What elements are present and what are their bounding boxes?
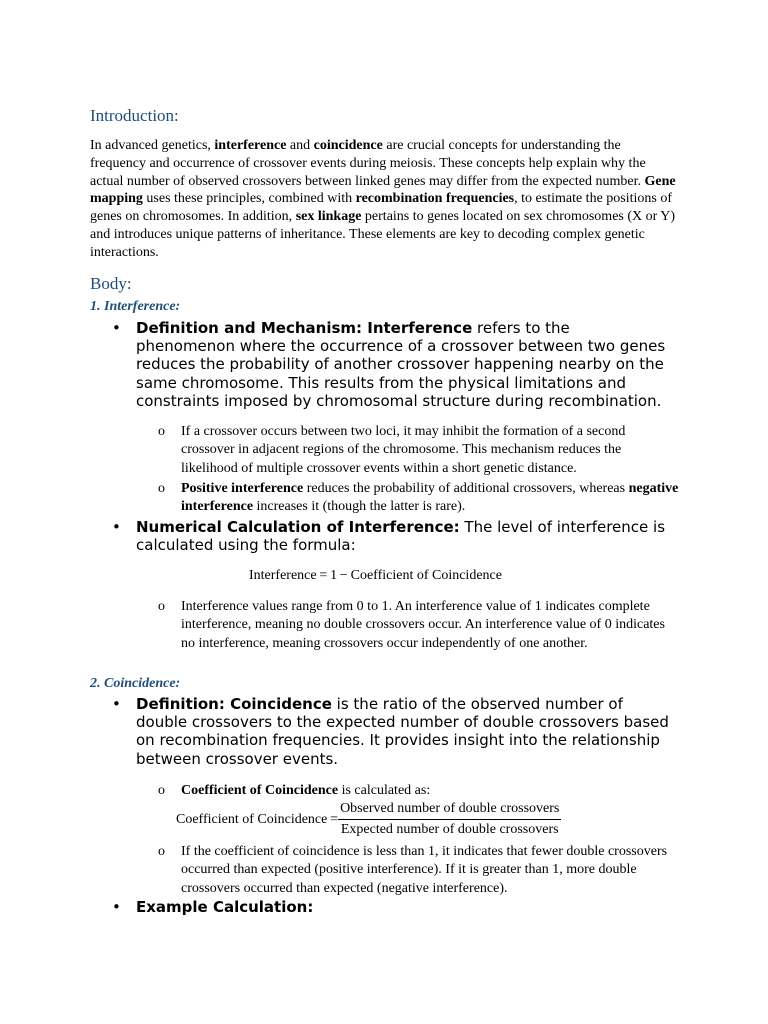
bullet-numerical-calculation	[112, 518, 672, 554]
bullet-text	[136, 695, 672, 768]
formula-lhs: Coefficient of Coincidence =	[176, 811, 339, 827]
bullet-text	[136, 518, 672, 554]
intro-bold-term: interference	[214, 138, 287, 153]
bullet-body: refers to the phenomenon where the occurrence of a crossover between two genes reduces the probability of another crossover happening nearby on the same chromosome. This results from the physical limitations and constraints imposed by chromosomal structure during recombination.	[136, 319, 666, 410]
sub-bold: Coefficient of Coincidence	[181, 783, 339, 798]
bullet-text	[136, 319, 672, 410]
intro-bold-term: Gene mapping	[90, 173, 676, 207]
sub-item-text: If the coefficient of coincidence is less than 1, it indicates that fewer double crossovers occurred than expected (positive interference). If it is greater than 1, more double crossovers occurred than expected (negative interference).	[181, 844, 668, 896]
intro-bold-term: coincidence	[313, 138, 383, 153]
section-number: 2.	[90, 676, 104, 691]
intro-text: pertains to genes located on sex chromosomes (X or Y) and introduces unique patterns of inheritance. These elements are key to decoding complex genetic interactions.	[90, 209, 676, 260]
sub-item-text	[181, 782, 430, 800]
formula-denominator: Expected number of double crossovers	[340, 822, 559, 837]
section-title: Interference:	[104, 299, 181, 314]
sub-bullet-icon: o	[158, 844, 165, 859]
sub-body: reduces the probability of additional crossovers, whereas	[303, 481, 629, 496]
sub-item-text: Interference values range from 0 to 1. An interference value of 1 indicates complete interference, meaning no double crossovers occur. An interference value of 0 indicates no interference, meaning crossovers occur independently of one another.	[181, 599, 665, 651]
section-heading-coincidence	[90, 676, 180, 692]
sub-item-coefficient	[158, 782, 680, 800]
section-title: Coincidence:	[104, 676, 181, 691]
formula-fraction	[338, 801, 561, 838]
intro-text: are crucial concepts for understanding the frequency and occurrence of crossover events during meiosis. These concepts help explain why the actual number of observed crossovers between linked genes may differ from the expected number.	[90, 138, 646, 189]
sub-bullet-icon: o	[158, 599, 165, 614]
sub-item-coefficient-meaning	[158, 843, 680, 898]
bullet-body: The level of interference is calculated using the formula:	[136, 518, 666, 555]
bullet-definition-mechanism	[112, 319, 672, 410]
bullet-icon: •	[112, 518, 121, 536]
coincidence-formula	[176, 801, 561, 838]
body-heading: Body:	[90, 274, 132, 293]
sub-item-crossover-inhibit	[158, 423, 680, 478]
sub-bullet-icon: o	[158, 424, 165, 439]
bullet-icon: •	[112, 898, 121, 916]
sub-item-interference-range	[158, 598, 680, 653]
bullet-icon: •	[112, 695, 121, 713]
interference-formula: Interference = 1 − Coefficient of Coincidence	[249, 568, 502, 583]
intro-text: In advanced genetics,	[90, 138, 215, 153]
sub-item-text: If a crossover occurs between two loci, it may inhibit the formation of a second crossover in adjacent regions of the chromosome. This mechanism reduces the likelihood of multiple crossover events within a short genetic distance.	[181, 424, 626, 476]
bullet-icon: •	[112, 319, 121, 337]
bullet-example-calculation	[112, 898, 672, 916]
bullet-definition-coincidence	[112, 695, 672, 768]
sub-bullet-icon: o	[158, 783, 165, 798]
formula-numerator: Observed number of double crossovers	[338, 801, 561, 820]
sub-item-positive-negative	[158, 480, 680, 517]
introduction-heading: Introduction:	[90, 106, 179, 125]
sub-bullet-icon: o	[158, 481, 165, 496]
sub-bold: Positive interference	[181, 481, 304, 496]
bullet-bold: Numerical Calculation of Interference:	[136, 518, 460, 536]
sub-bold: negative interference	[181, 481, 679, 515]
intro-text: , to estimate the positions of genes on chromosomes. In addition,	[90, 191, 673, 225]
introduction-paragraph	[90, 137, 680, 262]
bullet-bold: Example Calculation:	[136, 898, 314, 916]
bullet-text	[136, 898, 313, 916]
intro-text: uses these principles, combined with	[142, 191, 356, 207]
bullet-bold: Definition and Mechanism: Interference	[136, 319, 473, 337]
bullet-bold: Definition: Coincidence	[136, 695, 332, 713]
intro-bold-term: recombination frequencies	[355, 191, 515, 207]
intro-text: and	[286, 138, 314, 153]
sub-body: increases it (though the latter is rare).	[253, 499, 466, 515]
section-heading-interference	[90, 299, 180, 315]
sub-item-text	[181, 480, 680, 517]
sub-body: is calculated as:	[338, 783, 431, 798]
bullet-body: is the ratio of the observed number of double crossovers to the expected number of double crossovers based on recombination frequencies. It provides insight into the relationship between crossover events.	[136, 695, 669, 768]
intro-bold-term: sex linkage	[295, 209, 362, 225]
section-number: 1.	[90, 299, 104, 314]
